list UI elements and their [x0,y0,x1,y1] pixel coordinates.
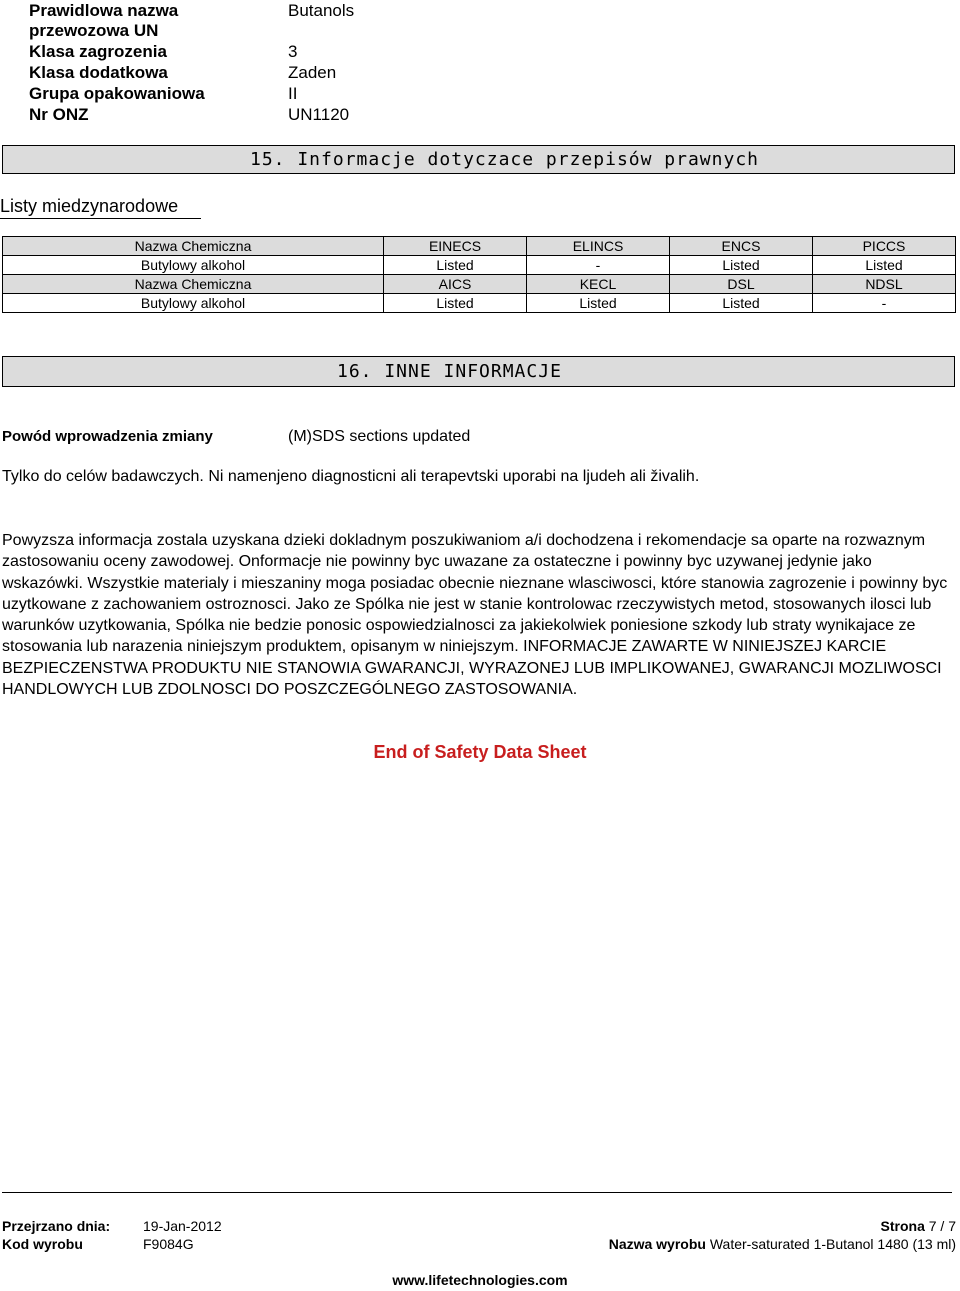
regulatory-table [2,236,956,313]
revised-date-value: 19-Jan-2012 [143,1218,222,1234]
table-cell: Butylowy alkohol [3,294,384,313]
table-cell: Butylowy alkohol [3,256,384,275]
un-number-label: Nr ONZ [29,105,89,124]
product-code-label: Kod wyrobu [2,1236,83,1252]
shipping-name-label-cont: przewozowa UN [29,21,159,40]
page-number [881,1218,956,1234]
section-16-title: 16. INNE INFORMACJE [337,361,562,382]
table-header-cell: Nazwa Chemiczna [3,275,384,294]
table-header-cell: Nazwa Chemiczna [3,237,384,256]
product-name [609,1236,956,1252]
table-header-cell: KECL [527,275,670,294]
page-label: Strona [880,1218,925,1234]
packing-group-label: Grupa opakowaniowa [29,84,205,103]
website-link[interactable]: www.lifetechnologies.com [392,1272,568,1288]
table-row [3,294,956,313]
hazard-class-value: 3 [288,42,298,61]
revision-reason-value: (M)SDS sections updated [288,428,471,445]
un-number-value: UN1120 [288,105,350,124]
table-header-cell: PICCS [813,237,956,256]
disclaimer-paragraph: Powyzsza informacja zostala uzyskana dzieki dokladnym poszukiwaniom a/i dochodzena i rekomendacje sa oparte na rozwaznym zastosowaniu oceny zawodowej. Onformacje nie powinny byc uwazane za ostateczne i powinny byc uzywanej jedynie jako wskazówki. Wszystkie materialy i mieszaniny moga posiadac obecnie nieznane wlasciwosci, które stanowia zagrozenie i powinny byc uzytkowane z zachowaniem ostroznosci. Jako ze Spólka nie jest w stanie kontrolowac rzeczywistych metod, stosowanych ilosci lub warunków uzytkowania, Spólka nie bedzie ponosic ospowiedzialnosci za jakiekolwiek poniesione szkody lub straty wynikajace ze stosowania lub narazenia niniejszym produktem, opisanym w niniejszym. INFORMACJE ZAWARTE W NINIEJSZEJ KARCIE BEZPIECZENSTWA PRODUKTU NIE STANOWIA GWARANCJI, WYRAZONEJ LUB IMPLIKOWANEJ, GWARANCJI MOZLIWOSCI HANDLOWYCH LUB ZDOLNOSCI DO POSZCZEGÓLNEGO ZASTOSOWANIA. [2,532,948,699]
table-cell: Listed [813,256,956,275]
product-name-label: Nazwa wyrobu [608,1236,706,1252]
section-15-title: 15. Informacje dotyczace przepisów prawnych [250,149,759,170]
revision-reason-label: Powód wprowadzenia zmiany [2,428,213,445]
page-value: 7 / 7 [928,1218,956,1234]
footer-divider [2,1192,952,1193]
table-cell: Listed [384,294,527,313]
table-header-cell: ELINCS [527,237,670,256]
table-row [3,256,956,275]
revised-date-label: Przejrzano dnia: [2,1218,111,1234]
shipping-name-value: Butanols [288,1,355,20]
hazard-class-label: Klasa zagrozenia [29,42,167,61]
table-header-cell: NDSL [813,275,956,294]
section-16-header [2,356,955,387]
subsidiary-class-label: Klasa dodatkowa [29,63,168,82]
section-15-header [2,145,955,174]
table-header-cell: ENCS [670,237,813,256]
table-cell: Listed [527,294,670,313]
product-code-value: F9084G [143,1236,194,1252]
table-cell: - [527,256,670,275]
product-name-value: Water-saturated 1-Butanol 1480 (13 ml) [709,1236,956,1252]
table-cell: Listed [670,256,813,275]
research-use-note: Tylko do celów badawczych. Ni namenjeno diagnosticni ali terapevtski uporabi na ljudeh ali živalih. [2,468,700,485]
table-header-cell: EINECS [384,237,527,256]
subsidiary-class-value: Zaden [288,63,337,82]
table-header-row [3,237,956,256]
table-header-row [3,275,956,294]
table-cell: - [813,294,956,313]
table-header-cell: DSL [670,275,813,294]
international-lists-heading: Listy miedzynarodowe [0,194,201,219]
end-of-sds-text: End of Safety Data Sheet [373,742,587,762]
shipping-name-label: Prawidlowa nazwa [29,1,179,20]
packing-group-value: II [288,84,298,103]
table-cell: Listed [384,256,527,275]
table-cell: Listed [670,294,813,313]
table-header-cell: AICS [384,275,527,294]
